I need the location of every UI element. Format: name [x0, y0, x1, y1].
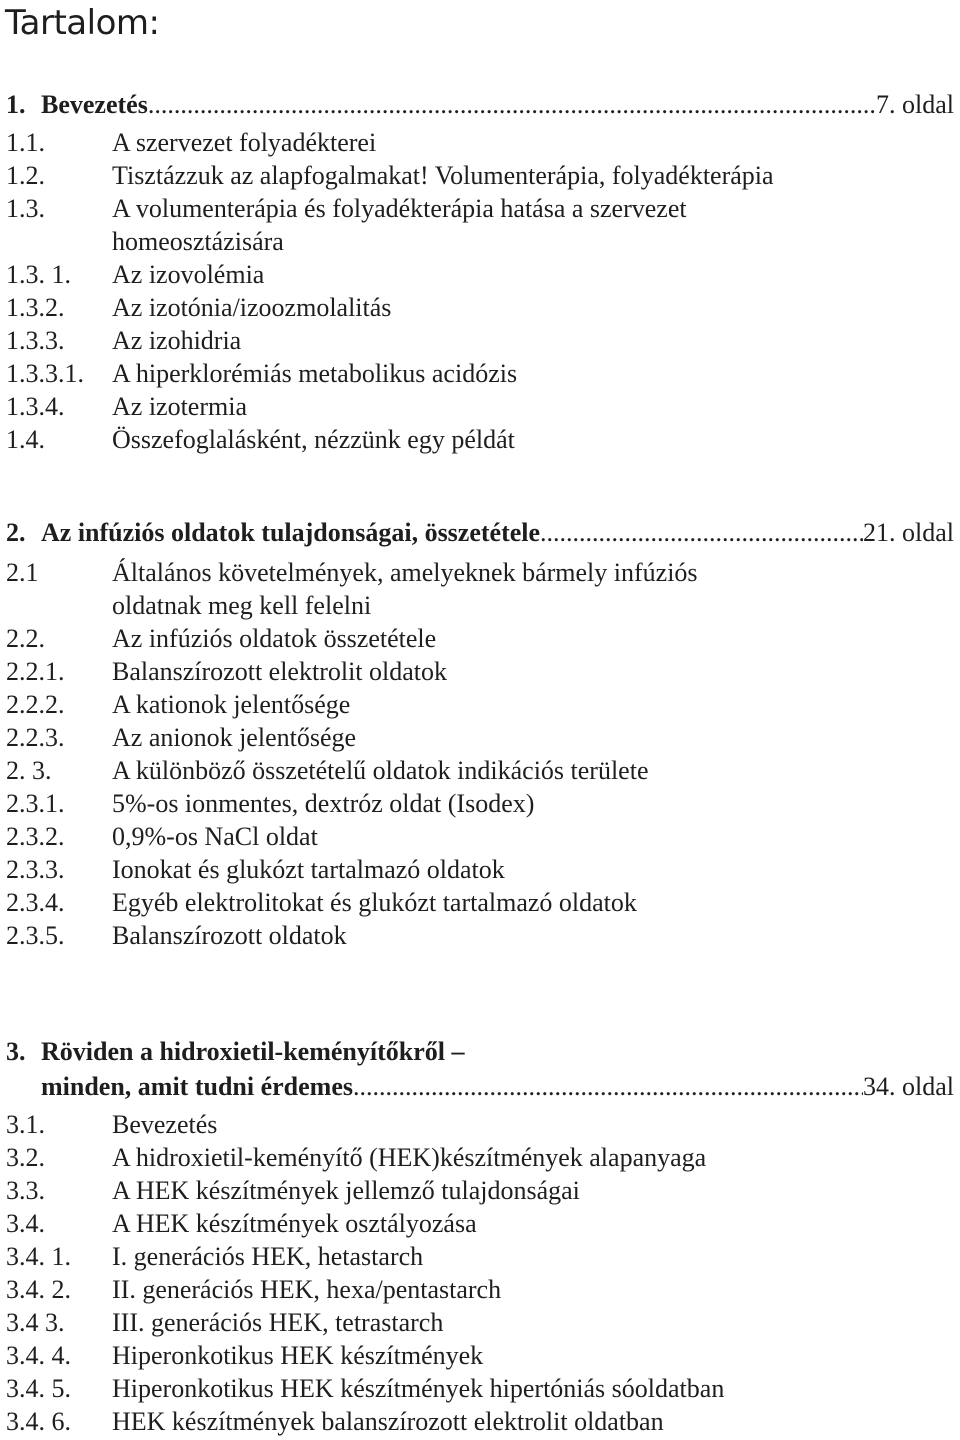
entry-title: Általános követelmények, amelyeknek bármely infúziós: [112, 558, 698, 587]
toc-entry[interactable]: [0, 886, 960, 919]
toc-entry[interactable]: [0, 853, 960, 886]
entry-number: 1.3.2.: [6, 293, 65, 322]
toc-entry[interactable]: [0, 1372, 960, 1405]
toc-entry[interactable]: [0, 324, 960, 357]
entry-title: A szervezet folyadékterei: [112, 128, 377, 157]
section-title-continuation: minden, amit tudni érdemes: [41, 1072, 353, 1101]
entry-title: 0,9%-os NaCl oldat: [112, 822, 318, 851]
toc-entry[interactable]: [0, 919, 960, 952]
entry-number: 2.2.1.: [6, 657, 65, 686]
entry-number: 3.3.: [6, 1176, 45, 1205]
entry-number: 3.2.: [6, 1143, 45, 1172]
entry-number: 2. 3.: [6, 756, 52, 785]
entry-number: 3.4. 4.: [6, 1341, 71, 1370]
toc-entry[interactable]: [0, 1339, 960, 1372]
toc-entry[interactable]: [0, 1240, 960, 1273]
toc-entry[interactable]: [0, 820, 960, 853]
toc-entry[interactable]: [0, 1306, 960, 1339]
entry-title: Összefoglalásként, nézzünk egy példát: [112, 425, 515, 454]
entry-title: A kationok jelentősége: [112, 690, 351, 719]
toc-entry[interactable]: [0, 159, 960, 192]
entry-number: 1.1.: [6, 128, 45, 157]
entry-number: 1.3. 1.: [6, 260, 71, 289]
entry-title-continuation: homeosztázisára: [112, 227, 284, 256]
entry-number: 1.3.3.: [6, 326, 65, 355]
entry-number: 3.4. 6.: [6, 1407, 71, 1436]
entry-number: 3.4.: [6, 1209, 45, 1238]
page-reference: 7. oldal: [876, 90, 954, 119]
section-title: Röviden a hidroxietil-keményítőkről –: [41, 1037, 465, 1066]
section-number: 3.: [6, 1037, 26, 1066]
dot-leader: [148, 88, 876, 121]
entry-number: 2.2.2.: [6, 690, 65, 719]
entry-number: 3.4 3.: [6, 1308, 65, 1337]
entry-number: 2.3.4.: [6, 888, 65, 917]
entry-title: Bevezetés: [112, 1110, 218, 1139]
section-title: Bevezetés: [41, 90, 148, 119]
entry-title: Ionokat és glukózt tartalmazó oldatok: [112, 855, 505, 884]
entry-title: II. generációs HEK, hexa/pentastarch: [112, 1275, 502, 1304]
toc-entry[interactable]: [0, 126, 960, 159]
entry-number: 1.4.: [6, 425, 45, 454]
entry-title: A különböző összetételű oldatok indikációs területe: [112, 756, 649, 785]
page-reference: 21. oldal: [863, 518, 954, 547]
toc-entry[interactable]: [0, 1207, 960, 1240]
entry-number: 2.3.3.: [6, 855, 65, 884]
entry-number: 3.4. 2.: [6, 1275, 71, 1304]
entry-number: 2.2.3.: [6, 723, 65, 752]
dot-leader: [540, 516, 863, 549]
entry-title: A HEK készítmények jellemző tulajdonságai: [112, 1176, 580, 1205]
toc-entry[interactable]: [0, 192, 960, 225]
entry-title: Hiperonkotikus HEK készítmények: [112, 1341, 484, 1370]
entry-number: 1.3.: [6, 194, 45, 223]
entry-number: 3.1.: [6, 1110, 45, 1139]
page-title: Tartalom:: [5, 3, 160, 43]
toc-entry[interactable]: [0, 291, 960, 324]
entry-number: 3.4. 5.: [6, 1374, 71, 1403]
toc-entry[interactable]: [0, 655, 960, 688]
entry-title: Az anionok jelentősége: [112, 723, 357, 752]
entry-title: Az izovolémia: [112, 260, 265, 289]
entry-title: Balanszírozott elektrolit oldatok: [112, 657, 448, 686]
entry-title: Hiperonkotikus HEK készítmények hipertóniás sóoldatban: [112, 1374, 725, 1403]
page-reference: 34. oldal: [863, 1072, 954, 1101]
toc-entry[interactable]: [0, 423, 960, 456]
entry-title: III. generációs HEK, tetrastarch: [112, 1308, 444, 1337]
toc-section-3-heading-continuation[interactable]: [0, 1070, 960, 1103]
toc-section-1-heading[interactable]: [0, 88, 960, 121]
toc-entry[interactable]: [0, 721, 960, 754]
toc-entry[interactable]: [0, 688, 960, 721]
toc-entry[interactable]: [0, 1174, 960, 1207]
entry-title: A hiperklorémiás metabolikus acidózis: [112, 359, 518, 388]
toc-section-2-heading[interactable]: [0, 516, 960, 549]
entry-title: Az izohidria: [112, 326, 242, 355]
entry-number: 2.3.5.: [6, 921, 65, 950]
entry-number: 1.3.4.: [6, 392, 65, 421]
toc-entry[interactable]: [0, 390, 960, 423]
entry-number: 2.2.: [6, 624, 45, 653]
toc-entry[interactable]: [0, 787, 960, 820]
entry-title: I. generációs HEK, hetastarch: [112, 1242, 424, 1271]
toc-entry[interactable]: [0, 357, 960, 390]
entry-number: 3.4. 1.: [6, 1242, 71, 1271]
entry-title: HEK készítmények balanszírozott elektrolit oldatban: [112, 1407, 664, 1436]
entry-title: Az izotónia/izoozmolalitás: [112, 293, 392, 322]
toc-section-3-heading[interactable]: [0, 1035, 960, 1068]
dot-leader: [353, 1070, 863, 1103]
section-number: 2.: [6, 518, 26, 547]
entry-number: 2.3.2.: [6, 822, 65, 851]
entry-title: Balanszírozott oldatok: [112, 921, 347, 950]
toc-entry[interactable]: [0, 754, 960, 787]
toc-entry[interactable]: [0, 258, 960, 291]
toc-entry[interactable]: [0, 1405, 960, 1438]
entry-title: 5%-os ionmentes, dextróz oldat (Isodex): [112, 789, 535, 818]
entry-title: Az infúziós oldatok összetétele: [112, 624, 437, 653]
toc-entry[interactable]: [0, 1141, 960, 1174]
toc-entry-continuation: [0, 589, 960, 622]
toc-entry[interactable]: [0, 622, 960, 655]
entry-title-continuation: oldatnak meg kell felelni: [112, 591, 372, 620]
entry-number: 1.2.: [6, 161, 45, 190]
section-title: Az infúziós oldatok tulajdonságai, összetétele: [41, 518, 541, 547]
entry-title: Tisztázzuk az alapfogalmakat! Volumenterápia, folyadékterápia: [112, 161, 774, 190]
entry-title: A HEK készítmények osztályozása: [112, 1209, 477, 1238]
toc-entry[interactable]: [0, 1273, 960, 1306]
toc-entry[interactable]: [0, 556, 960, 589]
entry-title: Egyéb elektrolitokat és glukózt tartalmazó oldatok: [112, 888, 637, 917]
entry-number: 1.3.3.1.: [6, 359, 84, 388]
entry-number: 2.3.1.: [6, 789, 65, 818]
section-number: 1.: [6, 90, 26, 119]
entry-title: Az izotermia: [112, 392, 247, 421]
entry-number: 2.1: [6, 558, 39, 587]
entry-title: A volumenterápia és folyadékterápia hatása a szervezet: [112, 194, 687, 223]
toc-entry[interactable]: [0, 1108, 960, 1141]
toc-entry-continuation: [0, 225, 960, 258]
entry-title: A hidroxietil-keményítő (HEK)készítmények alapanyaga: [112, 1143, 707, 1172]
